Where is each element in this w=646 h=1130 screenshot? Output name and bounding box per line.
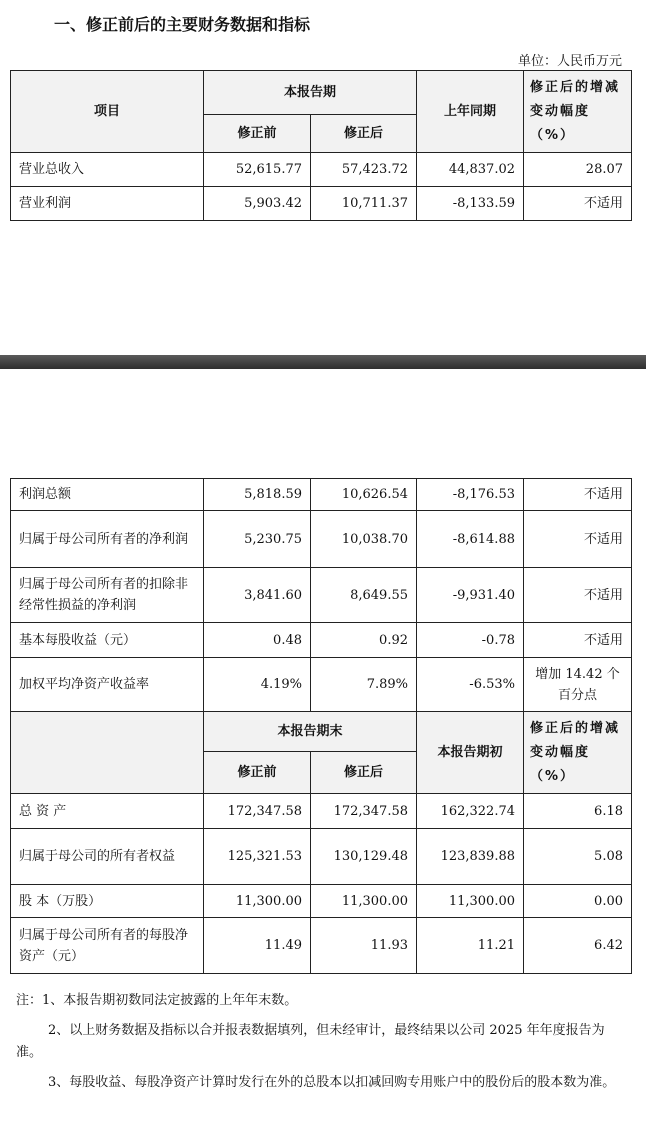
cell-change: 28.07 [524,153,632,187]
table-row [11,829,632,885]
row-label: 股 本（万股） [11,885,204,918]
cell-before: 125,321.53 [204,829,311,885]
cell-before: 52,615.77 [204,153,311,187]
cell-before: 5,230.75 [204,511,311,568]
header-after: 修正后 [311,115,417,153]
cell-before: 3,841.60 [204,568,311,623]
cell-prior: 11,300.00 [417,885,524,918]
row-label: 基本每股收益（元） [11,623,204,658]
header-change: 修正后的增减变动幅度（%） [524,712,632,794]
header-change: 修正后的增减变动幅度（%） [524,71,632,153]
header-period-start: 本报告期初 [417,712,524,794]
cell-change: 0.00 [524,885,632,918]
header-blank [11,712,204,794]
cell-after: 7.89% [311,658,417,712]
cell-change: 5.08 [524,829,632,885]
row-label: 加权平均净资产收益率 [11,658,204,712]
footnote-1: 注：1、本报告期初数同法定披露的上年年末数。 [16,993,298,1008]
cell-before: 5,818.59 [204,479,311,511]
table-row [11,568,632,623]
cell-prior: -6.53% [417,658,524,712]
row-label: 归属于母公司所有者的扣除非经常性损益的净利润 [11,568,204,623]
row-label: 营业利润 [11,187,204,221]
header-after: 修正后 [311,752,417,794]
footnotes [16,990,630,1102]
cell-after: 130,129.48 [311,829,417,885]
row-label: 总 资 产 [11,794,204,829]
unit-label: 单位：人民币万元 [517,54,622,69]
header-before: 修正前 [204,115,311,153]
cell-prior: -8,133.59 [417,187,524,221]
cell-prior: -8,614.88 [417,511,524,568]
cell-change: 增加 14.42 个百分点 [524,658,632,712]
table-row [11,623,632,658]
cell-change: 不适用 [524,623,632,658]
cell-after: 57,423.72 [311,153,417,187]
financial-table-bottom [10,478,632,974]
financial-table-top [10,70,632,221]
cell-prior: -8,176.53 [417,479,524,511]
table-row [11,153,632,187]
section-heading: 一、修正前后的主要财务数据和指标 [54,15,311,34]
cell-prior: 11.21 [417,918,524,974]
header-period: 本报告期 [204,71,417,115]
header-before: 修正前 [204,752,311,794]
table-row [11,794,632,829]
cell-change: 6.18 [524,794,632,829]
cell-before: 5,903.42 [204,187,311,221]
cell-prior: 44,837.02 [417,153,524,187]
cell-change: 6.42 [524,918,632,974]
header-item: 项目 [11,71,204,153]
cell-after: 10,626.54 [311,479,417,511]
page-divider [0,355,646,369]
table-row [11,187,632,221]
cell-prior: 162,322.74 [417,794,524,829]
row-label: 营业总收入 [11,153,204,187]
cell-after: 11,300.00 [311,885,417,918]
header-period-end: 本报告期末 [204,712,417,752]
row-label: 归属于母公司所有者的每股净资产（元） [11,918,204,974]
cell-before: 0.48 [204,623,311,658]
row-label: 利润总额 [11,479,204,511]
table-row [11,918,632,974]
cell-after: 172,347.58 [311,794,417,829]
table-row [11,479,632,511]
cell-before: 11,300.00 [204,885,311,918]
cell-after: 10,711.37 [311,187,417,221]
cell-before: 172,347.58 [204,794,311,829]
cell-change: 不适用 [524,511,632,568]
cell-prior: 123,839.88 [417,829,524,885]
cell-before: 11.49 [204,918,311,974]
row-label: 归属于母公司所有者的净利润 [11,511,204,568]
footnote-2: 2、以上财务数据及指标以合并报表数据填列，但未经审计，最终结果以公司 2025 年年度报告为准。 [16,1023,605,1060]
cell-after: 8,649.55 [311,568,417,623]
table-row [11,658,632,712]
row-label: 归属于母公司的所有者权益 [11,829,204,885]
cell-after: 11.93 [311,918,417,974]
cell-change: 不适用 [524,187,632,221]
cell-before: 4.19% [204,658,311,712]
cell-after: 10,038.70 [311,511,417,568]
footnote-3: 3、每股收益、每股净资产计算时发行在外的总股本以扣减回购专用账户中的股份后的股本数为准。 [48,1075,616,1090]
table-row [11,511,632,568]
cell-change: 不适用 [524,479,632,511]
cell-after: 0.92 [311,623,417,658]
cell-change: 不适用 [524,568,632,623]
cell-prior: -0.78 [417,623,524,658]
cell-prior: -9,931.40 [417,568,524,623]
header-prior: 上年同期 [417,71,524,153]
table-row [11,885,632,918]
